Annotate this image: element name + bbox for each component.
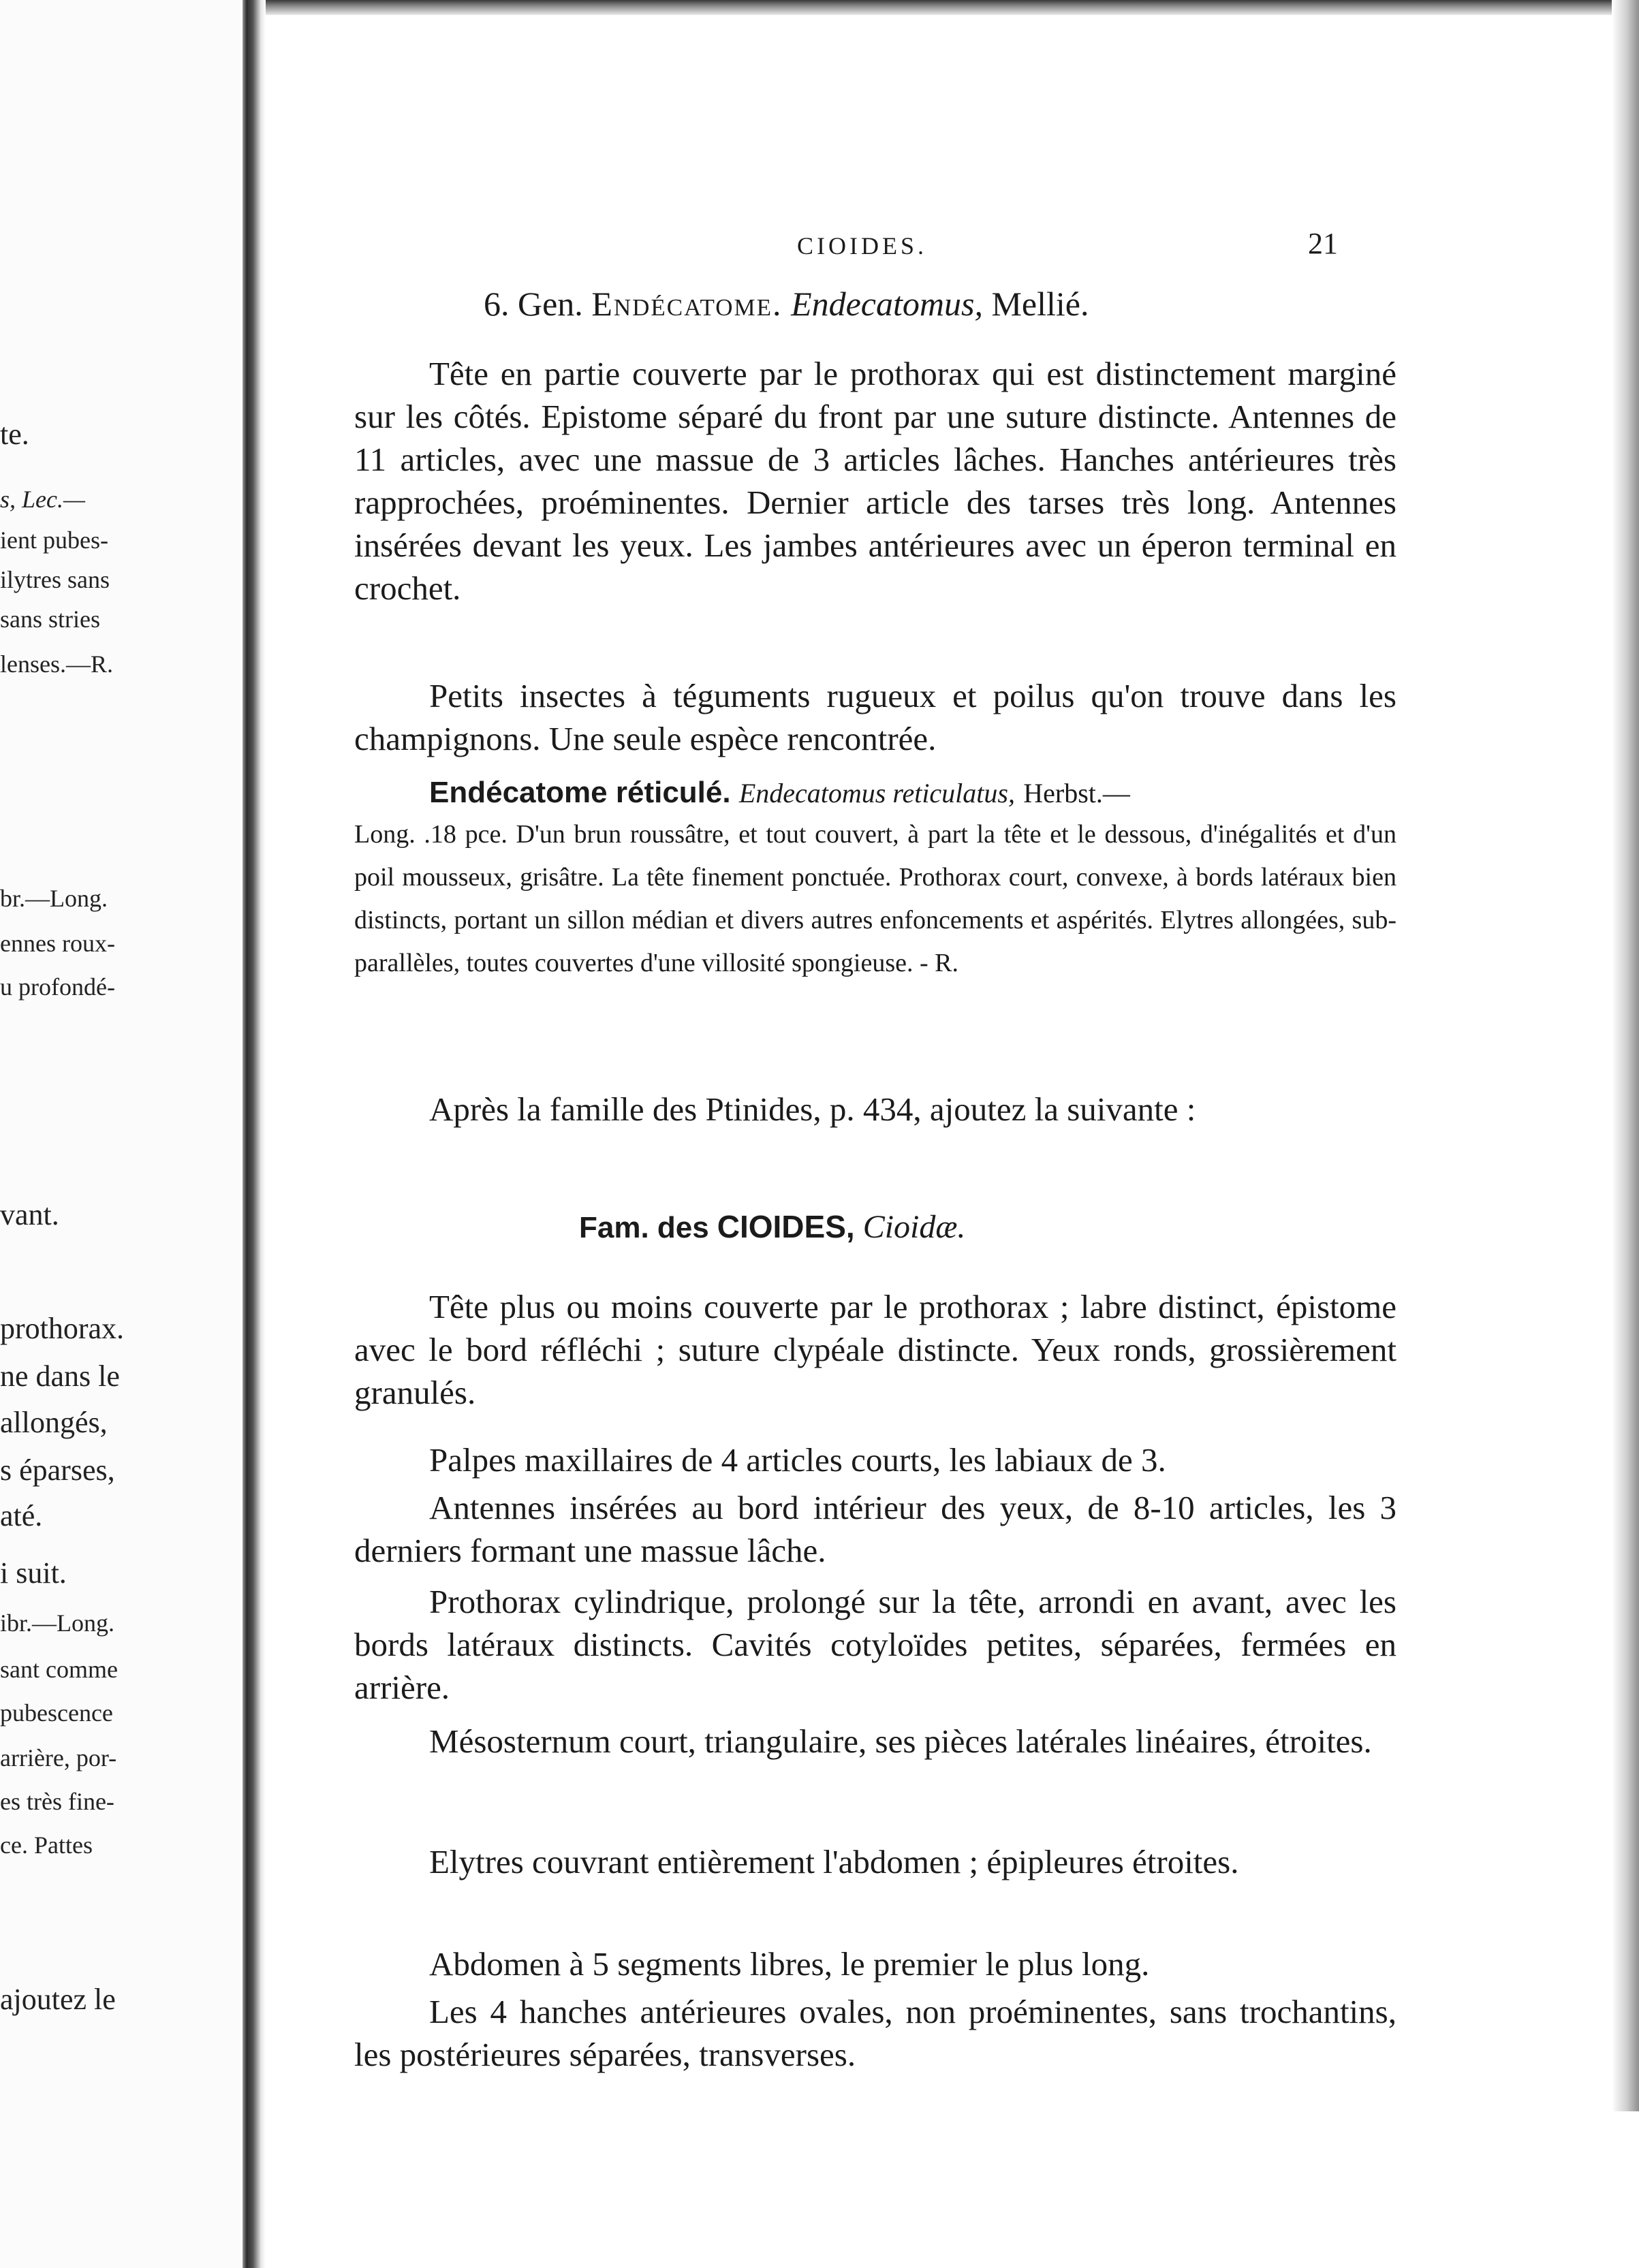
genus-author: Mellié. [991,285,1089,323]
abdomen-text: Abdomen à 5 segments libres, le premier le plus long. [429,1945,1150,1983]
left-line: i suit. [0,1556,67,1590]
left-line: lenses.—R. [0,650,113,678]
left-line: allongés, [0,1406,108,1439]
left-line: ennes roux- [0,930,115,957]
left-line: es très fine- [0,1788,114,1815]
family-intro: Tête plus ou moins couverte par le prothorax ; labre distinct, épistome avec le bord réfléchi ; suture clypéale distincte. Yeux ronds, grossièrement granulés. [354,1288,1396,1411]
species-name: Endécatome réticulé. [429,776,731,809]
hanches-text: Les 4 hanches antérieures ovales, non proéminentes, sans trochantins, les postérieures séparées, transverses. [354,1993,1396,2073]
left-line-text: s, Lec.— [0,486,85,513]
left-line: arrière, por- [0,1744,117,1771]
elytra-text: Elytres couvrant entièrement l'abdomen ; épipleures étroites. [429,1843,1239,1880]
prothorax-text: Prothorax cylindrique, prolongé sur la tête, arrondi en avant, avec les bords latéraux distincts. Cavités cotyloïdes petites, séparées, fermées en arrière. [354,1583,1396,1706]
left-line: vant. [0,1198,59,1231]
left-line: u profondé- [0,973,115,1001]
genus-number: 6. Gen. [484,285,583,323]
left-line: ne dans le [0,1359,120,1393]
left-line [0,485,85,514]
page-right-edge [1612,0,1639,2111]
left-page-fragment [0,0,242,2268]
page-top-edge [266,0,1639,15]
left-line: ajoutez le [0,1983,116,2016]
palps-text: Palpes maxillaires de 4 articles courts, les labiaux de 3. [429,1441,1166,1479]
left-line: pubescence [0,1699,113,1727]
family-prefix: Fam. des [579,1211,709,1244]
family-latin: Cioidæ. [862,1209,966,1245]
main-page [266,15,1612,2268]
genus-name: Endécatome. [591,285,783,323]
left-line: ilytres sans [0,566,110,593]
genus-heading [484,284,1089,324]
insertion-note: Après la famille des Ptinides, p. 434, ajoutez la suivante : [429,1090,1196,1128]
family-heading [579,1208,965,1246]
left-line: ce. Pattes [0,1831,93,1859]
species-latin: Endecatomus reticulatus, [738,778,1015,808]
left-line: até. [0,1499,43,1532]
mesosternum-text: Mésosternum court, triangulaire, ses pièces latérales linéaires, étroites. [429,1722,1372,1760]
left-line: ibr.—Long. [0,1609,114,1637]
left-line: prothorax. [0,1312,125,1345]
book-gutter [243,0,266,2268]
species-description: Long. .18 pce. D'un brun roussâtre, et tout couvert, à part la tête et le dessous, d'inégalités et d'un poil mousseux, grisâtre. La tête finement ponctuée. Prothorax court, convexe, à bords latéraux bien distincts, portant un sillon médian et divers autres enfoncements et aspérités. Elytres allongées, sub-parallèles, toutes couvertes d'une villosité spongieuse. - R. [354,820,1396,977]
genus-habitat: Petits insectes à téguments rugueux et poilus qu'on trouve dans les champignons. Une seule espèce rencontrée. [354,677,1396,757]
species-author: Herbst.— [1023,778,1130,808]
species-entry [354,770,1396,815]
left-line: te. [0,418,29,451]
left-line: sant comme [0,1656,118,1683]
page-number: 21 [1308,227,1338,260]
left-line: s éparses, [0,1453,115,1487]
family-name: CIOIDES, [717,1209,855,1244]
antennae-text: Antennes insérées au bord intérieur des yeux, de 8-10 articles, les 3 derniers formant une massue lâche. [354,1489,1396,1569]
genus-description: Tête en partie couverte par le prothorax qui est distinctement marginé sur les côtés. Epistome séparé du front par une suture distincte. Antennes de 11 articles, avec une massue de 3 articles lâches. Hanches antérieures très rapprochées, proéminentes. Dernier article des tarses très long. Antennes insérées devant les yeux. Les jambes antérieures avec un éperon terminal en crochet. [354,355,1396,607]
left-line: ient pubes- [0,526,108,554]
left-line: br.—Long. [0,885,108,912]
left-line: sans stries [0,605,100,633]
running-head: CIOIDES. [797,232,927,259]
genus-latin: Endecatomus, [791,285,983,323]
